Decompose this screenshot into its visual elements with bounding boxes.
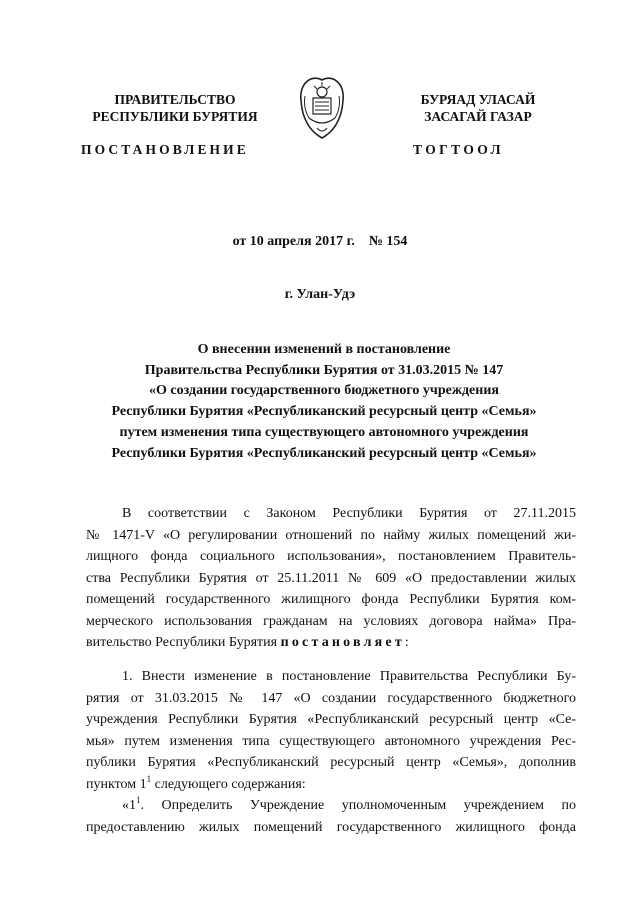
title-line: О внесении изменений в постановление [197,342,451,357]
header-right-line1: БУРЯАД УЛАСАЙ [420,92,536,107]
header-left-line2: РЕСПУБЛИКИ БУРЯТИЯ [92,109,258,124]
text-line: 1. Внести изменение в постановление Правительства Республики Бу- [122,669,576,684]
text-line: публики Бурятия «Республиканский ресурсный центр «Семья», дополнив [86,755,576,770]
paragraph-preamble [86,503,576,654]
text-line: учреждения Республики Бурятия «Республиканский ресурсный центр «Се- [86,712,576,727]
superscript: 1 [146,773,152,784]
buryatia-coat-of-arms-icon [295,72,349,144]
text-line [86,795,576,817]
text-fragment: пунктом 1 [86,776,147,792]
text-line: ства Республики Бурятия от 25.11.2011 № 609 «О предоставлении жилых [86,570,576,586]
text-line: лищного фонда социального использования», постановлением Правитель- [86,549,576,564]
text-line [86,774,576,796]
text-line: № 1471-V «О регулировании отношений по найму жилых помещений жи- [86,527,576,543]
decree-keyword: постановляет [280,635,405,650]
text-line: рятия от 31.03.2015 № 147 «О создании государственного бюджетного [86,690,576,706]
text-fragment: вительство Республики Бурятия [86,635,281,650]
text-fragment: следующего содержания: [151,776,306,792]
decree-date: от 10 апреля 2017 г. [232,234,355,249]
text-line: мерческого использования гражданам на условиях договора найма» Пра- [86,613,576,629]
title-line: «О создании государственного бюджетного учреждения [149,383,499,399]
title-line: Республики Бурятия «Республиканский ресурсный центр «Семья» [111,404,537,420]
header-right [388,91,568,125]
header-left [85,91,265,125]
decree-title [60,340,588,464]
text-fragment: «1 [122,798,136,813]
title-line: Правительства Республики Бурятия от 31.03.2015 № 147 [144,362,504,378]
city: г. Улан-Удэ [284,287,356,302]
header-left-line1: ПРАВИТЕЛЬСТВО [114,92,236,107]
header-right-line2: ЗАСАГАЙ ГАЗАР [424,109,532,124]
text-line [86,632,576,654]
paragraph-item-1 [86,666,576,795]
doc-type-bur: ТОГТООЛ [413,142,504,157]
text-line: предоставлению жилых помещений государственного жилищного фонда [86,819,576,835]
title-line: путем изменения типа существующего автономного учреждения [119,424,529,440]
doc-type-ru: ПОСТАНОВЛЕНИЕ [81,142,249,157]
superscript: 1 [136,795,141,805]
title-line: Республики Бурятия «Республиканский ресурсный центр «Семья» [111,445,537,461]
text-line: мья» путем изменения типа существующего автономного учреждения Рес- [86,733,576,749]
text-fragment: . Определить Учреждение уполномоченным учреждением по [140,798,576,813]
date-number-line [0,234,640,250]
text-line: В соответствии с Законом Республики Бурятия от 27.11.2015 [122,506,576,521]
paragraph-item-1-1 [86,795,576,838]
decree-number: № 154 [368,234,408,249]
text-line: помещений государственного жилищного фонда Республики Бурятия ком- [86,592,576,607]
text-fragment: : [404,635,409,650]
